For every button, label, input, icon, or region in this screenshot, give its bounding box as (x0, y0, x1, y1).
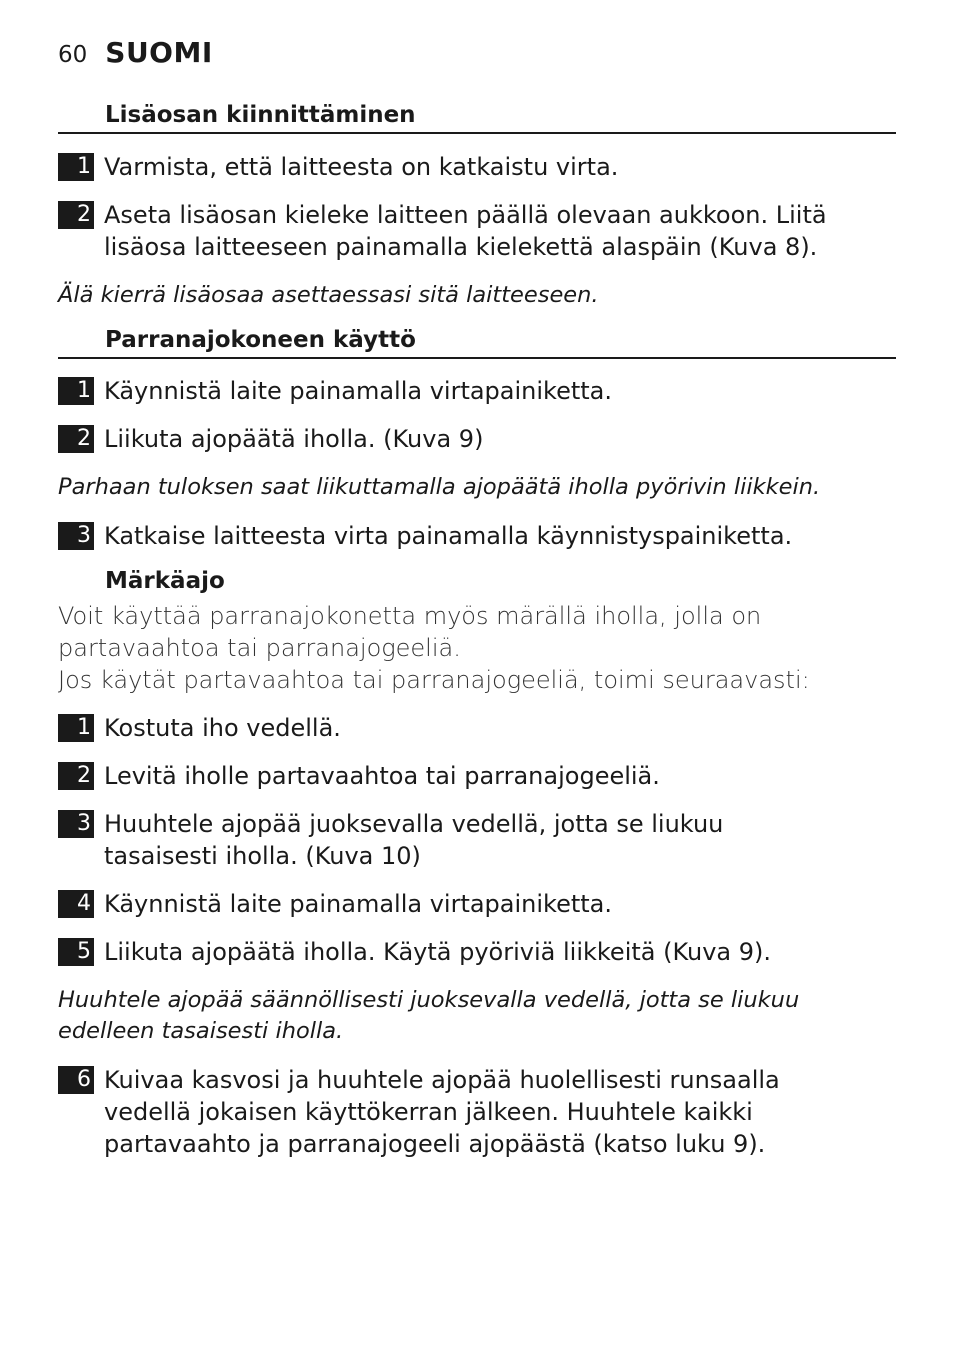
section-title-use: Parranajokoneen käyttö (58, 327, 896, 359)
page-number: 60 (58, 42, 88, 68)
step-number: 6 (58, 1066, 94, 1094)
step-use-3 (58, 520, 896, 552)
step-number: 3 (58, 810, 94, 838)
step-wet-1 (58, 712, 896, 744)
section-title-wet: Märkäajo (105, 568, 225, 594)
step-text: Varmista, että laitteesta on katkaistu virta. (104, 153, 619, 181)
step-text: Aseta lisäosan kieleke laitteen päällä olevaan aukkoon. Liitä lisäosa laitteeseen painamalla kielekettä alaspäin (Kuva 8). (104, 201, 827, 261)
intro-paragraph-1: Voit käyttää parranajokonetta myös märällä iholla, jolla on partavaahtoa tai parranajogeeliä. (58, 602, 762, 662)
note-attach: Älä kierrä lisäosaa asettaessasi sitä laitteeseen. (58, 282, 599, 308)
step-number: 2 (58, 201, 94, 229)
step-number: 1 (58, 153, 94, 181)
step-wet-5 (58, 936, 896, 968)
step-text: Kuivaa kasvosi ja huuhtele ajopää huolellisesti runsaalla vedellä jokaisen käyttökerran jälkeen. Huuhtele kaikki partavaahto ja parranajogeeli ajopäästä (katso luku 9). (104, 1066, 780, 1158)
step-use-1 (58, 375, 896, 407)
step-wet-2 (58, 760, 896, 792)
step-wet-3 (58, 808, 818, 872)
step-text: Käynnistä laite painamalla virtapainiketta. (104, 377, 613, 405)
step-attach-2 (58, 199, 878, 263)
section-wet (58, 568, 896, 594)
step-text: Liikuta ajopäätä iholla. Käytä pyöriviä liikkeitä (Kuva 9). (104, 938, 772, 966)
step-text: Levitä iholle partavaahtoa tai parranajogeeliä. (104, 762, 660, 790)
step-wet-6 (58, 1064, 838, 1160)
step-number: 5 (58, 938, 94, 966)
step-number: 2 (58, 762, 94, 790)
section-attach (58, 102, 896, 134)
step-text: Kostuta iho vedellä. (104, 714, 341, 742)
section-title-attach: Lisäosan kiinnittäminen (58, 102, 896, 134)
step-wet-4 (58, 888, 896, 920)
step-number: 4 (58, 890, 94, 918)
step-text: Huuhtele ajopää juoksevalla vedellä, jotta se liukuu tasaisesti iholla. (Kuva 10) (104, 810, 724, 870)
step-number: 1 (58, 377, 94, 405)
intro-paragraph-2: Jos käytät partavaahtoa tai parranajogeeliä, toimi seuraavasti: (58, 666, 810, 694)
note-wet: Huuhtele ajopää säännöllisesti juoksevalla vedellä, jotta se liukuu edelleen tasaisesti iholla. (58, 987, 800, 1044)
step-number: 2 (58, 425, 94, 453)
step-text: Katkaise laitteesta virta painamalla käynnistyspainiketta. (104, 522, 793, 550)
step-number: 1 (58, 714, 94, 742)
step-text: Liikuta ajopäätä iholla. (Kuva 9) (104, 425, 484, 453)
step-number: 3 (58, 522, 94, 550)
step-use-2 (58, 423, 896, 455)
page-header (58, 36, 213, 69)
note-use: Parhaan tuloksen saat liikuttamalla ajopäätä iholla pyörivin liikkein. (58, 474, 821, 500)
step-attach-1 (58, 151, 896, 183)
section-use (58, 327, 896, 359)
language-title: SUOMI (105, 36, 213, 69)
step-text: Käynnistä laite painamalla virtapainiketta. (104, 890, 613, 918)
